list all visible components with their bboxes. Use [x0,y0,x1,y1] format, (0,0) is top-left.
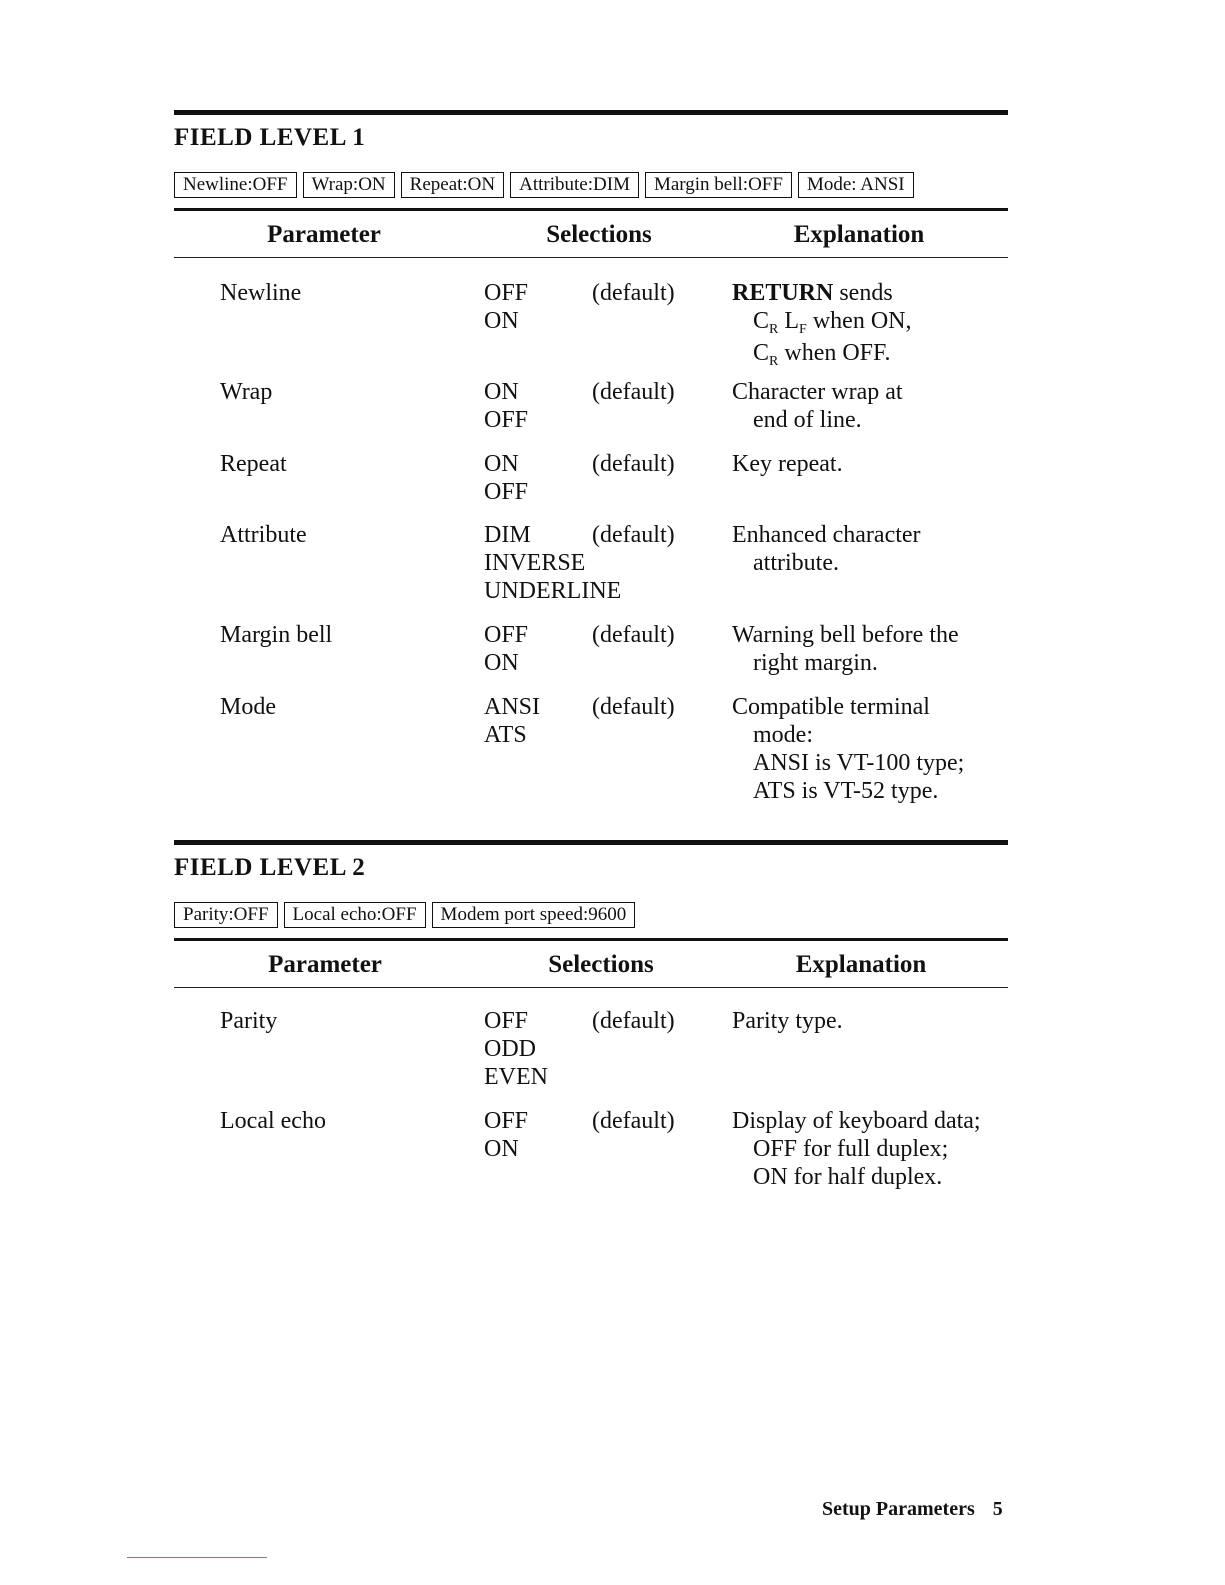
selection-list [484,1007,548,1091]
explanation-text: Parity type. [732,1008,843,1034]
selection-option: OFF [484,407,529,433]
selection-list [484,1107,528,1163]
selection-option: OFF [484,280,529,306]
explanation-text: Display of keyboard data; OFF for full duplex; ON for half duplex. [732,1108,981,1190]
tab-repeat[interactable]: Repeat:ON [401,172,504,198]
param-name: Margin bell [220,622,333,648]
param-name: Local echo [220,1108,326,1134]
level1-tab-bar [174,172,914,198]
selection-option: ON [484,451,519,477]
selection-list [484,621,528,677]
tab-newline[interactable]: Newline:OFF [174,172,297,198]
selection-option: OFF [484,622,529,648]
header-selections: Selections [546,221,652,248]
default-marker: (default) [592,1108,675,1134]
tab-local-echo[interactable]: Local echo:OFF [284,902,426,928]
selection-option: EVEN [484,1064,548,1090]
table-header-rule [174,938,1008,941]
explanation-text: Compatible terminal mode: ANSI is VT-100 type; ATS is VT-52 type. [732,694,965,804]
selection-option: ON [484,1136,519,1162]
selection-option: OFF [484,479,529,505]
default-marker: (default) [592,451,675,477]
tab-attribute[interactable]: Attribute:DIM [510,172,639,198]
selection-option: ON [484,379,519,405]
selection-option: OFF [484,1108,529,1134]
default-marker: (default) [592,522,675,548]
header-explanation: Explanation [793,221,925,248]
default-marker: (default) [592,694,675,720]
page-footer [822,1498,1003,1521]
return-key-label: RETURN [732,280,834,306]
selection-option: ODD [484,1036,536,1062]
selection-option: ON [484,650,519,676]
default-marker: (default) [592,1008,675,1034]
selection-option: ATS [484,722,527,748]
selection-list [484,279,528,335]
param-name: Newline [220,280,302,306]
header-parameter: Parameter [268,951,382,978]
section-name: Setup Parameters [822,1498,975,1520]
selection-list [484,450,528,506]
tab-parity[interactable]: Parity:OFF [174,902,278,928]
level2-title: FIELD LEVEL 2 [174,854,366,881]
param-name: Wrap [220,379,273,405]
level1-title: FIELD LEVEL 1 [174,124,366,151]
header-parameter: Parameter [267,221,381,248]
tab-mode[interactable]: Mode: ANSI [798,172,914,198]
param-name: Repeat [220,451,287,477]
param-name: Parity [220,1008,278,1034]
header-selections: Selections [548,951,654,978]
section-rule-top [174,840,1008,845]
level2-tab-bar [174,902,635,928]
default-marker: (default) [592,379,675,405]
selection-option: DIM [484,522,531,548]
header-explanation: Explanation [795,951,927,978]
section-rule-top [174,110,1008,115]
page-number: 5 [992,1498,1003,1520]
explanation-text: RETURN sends $C_R$ $L_F$ when ON, $C_R$ when OFF. [732,280,912,369]
table-header-rule [174,208,1008,211]
tab-margin-bell[interactable]: Margin bell:OFF [645,172,792,198]
selection-option: INVERSE [484,550,586,576]
param-name: Mode [220,694,276,720]
selection-option: UNDERLINE [484,578,622,604]
explanation-text: Warning bell before the right margin. [732,622,959,676]
tab-modem-port-speed[interactable]: Modem port speed:9600 [432,902,636,928]
selection-option: OFF [484,1008,529,1034]
scan-artifact-line [127,1557,267,1558]
table-header-underline [174,257,1008,258]
table-header-underline [174,987,1008,988]
param-name: Attribute [220,522,307,548]
tab-wrap[interactable]: Wrap:ON [303,172,395,198]
selection-option: ON [484,308,519,334]
selection-list [484,693,540,749]
selection-list [484,378,528,434]
default-marker: (default) [592,280,675,306]
selection-option: ANSI [484,694,541,720]
default-marker: (default) [592,622,675,648]
explanation-text: Character wrap at end of line. [732,379,903,433]
explanation-text: Key repeat. [732,451,843,477]
explanation-text: Enhanced character attribute. [732,522,921,576]
